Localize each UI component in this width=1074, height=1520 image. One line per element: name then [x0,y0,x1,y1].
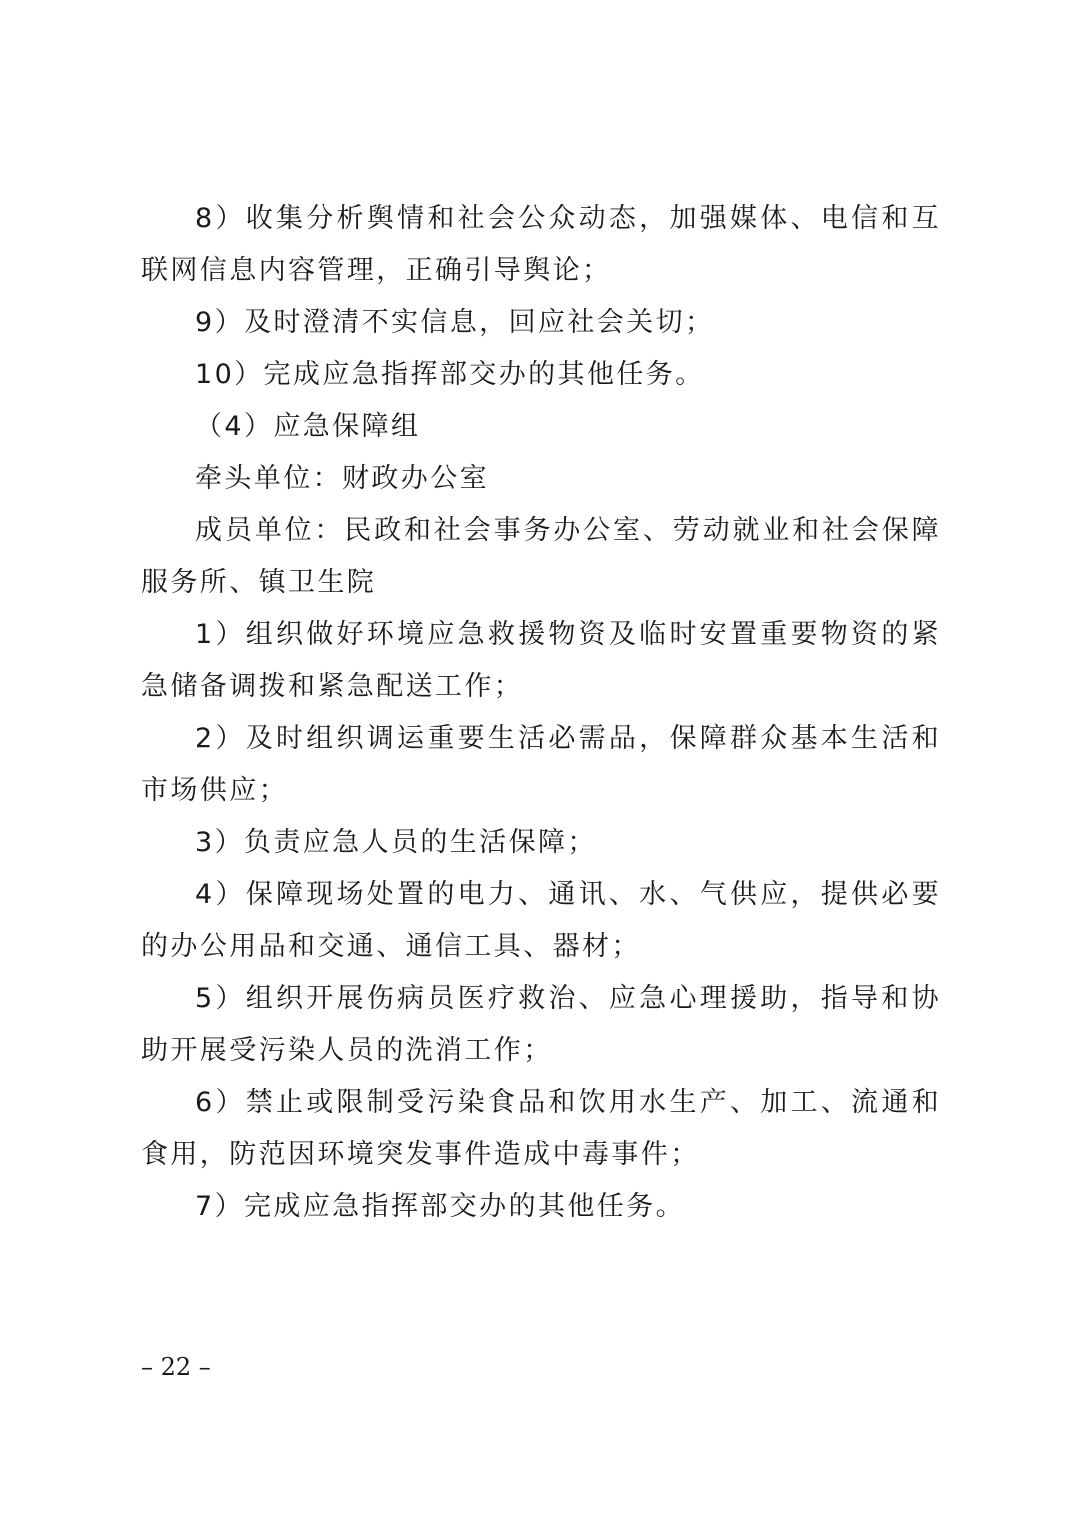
paragraph-item-10: 10）完成应急指挥部交办的其他任务。 [195,359,705,390]
duty-item-3: 3）负责应急人员的生活保障； [195,827,597,858]
duty-item-4: 4）保障现场处置的电力、通讯、水、气供应，提供必要的办公用品和交通、通信工具、器材； [141,879,941,962]
duty-item-6: 6）禁止或限制受污染食品和饮用水生产、加工、流通和食用，防范因环境突发事件造成中毒事件； [141,1087,941,1170]
member-units-line: 成员单位：民政和社会事务办公室、劳动就业和社会保障服务所、镇卫生院 [141,515,941,598]
duty-item-7: 7）完成应急指挥部交办的其他任务。 [195,1191,685,1222]
duty-item-2: 2）及时组织调运重要生活必需品，保障群众基本生活和市场供应； [141,723,941,806]
duty-item-5: 5）组织开展伤病员医疗救治、应急心理援助，指导和协助开展受污染人员的洗消工作； [141,983,941,1066]
lead-unit-line: 牵头单位：财政办公室 [195,463,489,494]
paragraph-item-8: 8）收集分析舆情和社会公众动态，加强媒体、电信和互联网信息内容管理，正确引导舆论； [141,203,941,286]
page-body [141,193,941,1233]
paragraph-item-9: 9）及时澄清不实信息，回应社会关切； [195,307,715,338]
section-heading: （4）应急保障组 [195,411,421,442]
duty-item-1: 1）组织做好环境应急救援物资及临时安置重要物资的紧急储备调拨和紧急配送工作； [141,619,941,702]
page-number: – 22 – [141,1353,211,1381]
